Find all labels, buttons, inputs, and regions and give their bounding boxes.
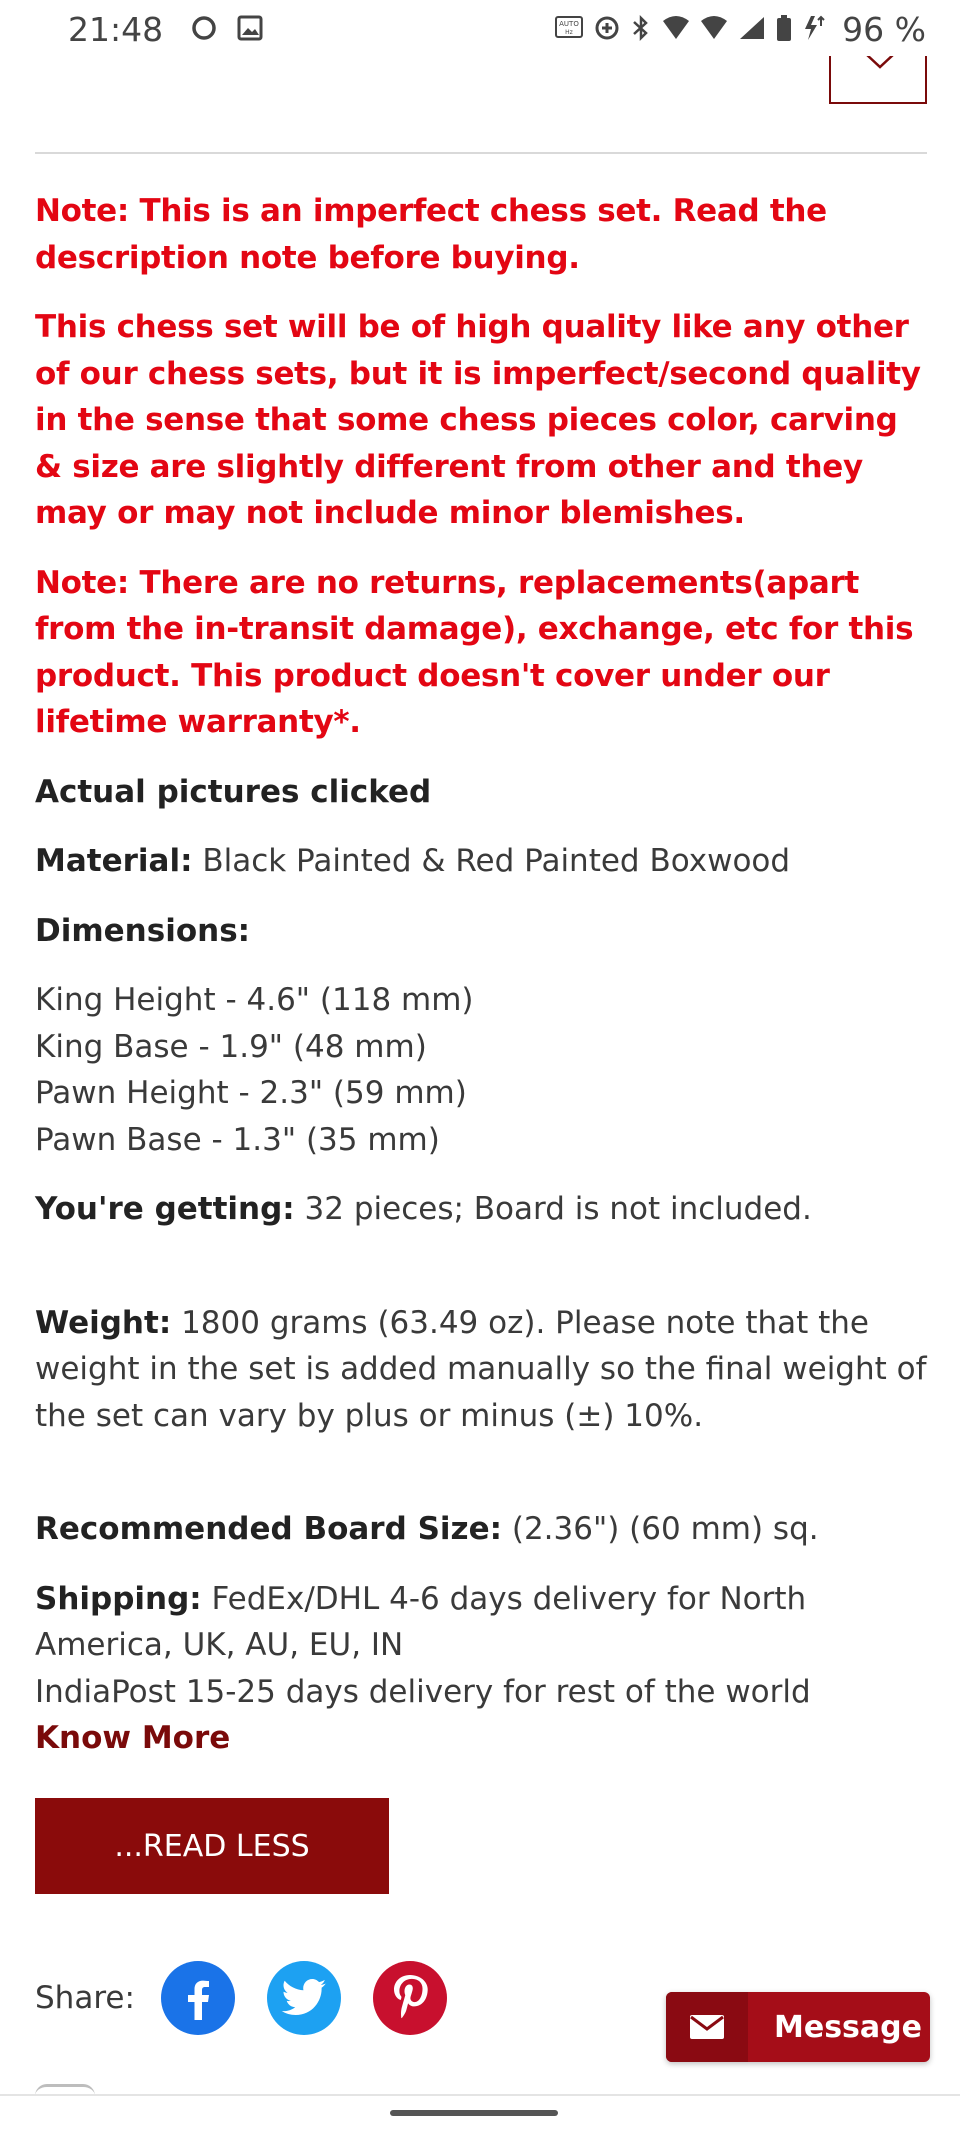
shipping-line-2: IndiaPost 15-25 days delivery for rest of the world (35, 1673, 811, 1710)
twitter-icon (281, 1979, 327, 2017)
product-description (35, 188, 927, 1785)
dimensions-list (35, 977, 927, 1163)
divider (35, 152, 927, 154)
board-size-label: Recommended Board Size: (35, 1511, 502, 1547)
battery-percent: 96 % (842, 10, 926, 49)
dimension-king-height: King Height - 4.6" (118 mm) (35, 982, 474, 1018)
shipping-value: FedEx/DHL 4-6 days delivery for North America, UK, AU, EU, IN (35, 1580, 807, 1663)
weight-value: 1800 grams (63.49 oz). Please note that the weight in the set is added manually so the final weight of the set can vary by plus or minus (±) 10%. (35, 1304, 927, 1434)
material-label: Material: (35, 843, 193, 879)
signal-icon (738, 15, 766, 45)
dimension-king-base: King Base - 1.9" (48 mm) (35, 1028, 427, 1065)
wifi-icon (700, 15, 728, 45)
pinterest-icon (392, 1974, 428, 2022)
getting-line (35, 1186, 927, 1233)
shipping-block (35, 1576, 927, 1762)
material-value: Black Painted & Red Painted Boxwood (192, 843, 791, 879)
returns-note: Note: There are no returns, replacements(apart from the in-transit damage), exchange, etc for this product. This product doesn't cover under our lifetime warranty*. (35, 564, 914, 740)
dimension-pawn-height: Pawn Height - 2.3" (59 mm) (35, 1075, 467, 1111)
getting-value: 32 pieces; Board is not included. (294, 1191, 812, 1227)
wifi-icon (662, 15, 690, 45)
status-bar (0, 0, 960, 56)
actual-pictures-label: Actual pictures clicked (35, 773, 432, 810)
facebook-share-button[interactable] (161, 1961, 235, 2035)
message-label: Message (774, 2009, 922, 2045)
weight-label: Weight: (35, 1304, 172, 1341)
know-more-link[interactable]: Know More (35, 1720, 231, 1756)
sync-icon (190, 14, 218, 46)
material-line (35, 838, 927, 885)
image-icon (236, 14, 264, 46)
shipping-label: Shipping: (35, 1580, 202, 1617)
status-time: 21:48 (68, 10, 164, 49)
svg-text:Hz: Hz (565, 28, 573, 36)
svg-text:AUTO: AUTO (559, 19, 580, 28)
read-less-button[interactable]: ...READ LESS (35, 1798, 389, 1894)
dimensions-label: Dimensions: (35, 912, 251, 949)
message-button[interactable] (666, 1992, 930, 2062)
data-saver-icon (594, 15, 620, 45)
facebook-icon (178, 1976, 218, 2020)
bottom-divider (0, 2094, 960, 2096)
getting-label: You're getting: (35, 1191, 295, 1227)
quality-note: This chess set will be of high quality like any other of our chess sets, but it is imperfect/second quality in the sense that some chess pieces color, carving & size are slightly different from other and they may or may not include minor blemishes. (35, 309, 921, 531)
dimension-pawn-base: Pawn Base - 1.3" (35 mm) (35, 1121, 440, 1158)
auto-hz-icon (554, 14, 584, 46)
board-size-value: (2.36") (60 mm) sq. (502, 1511, 819, 1547)
bluetooth-icon (630, 14, 652, 46)
pinterest-share-button[interactable] (373, 1961, 447, 2035)
charging-icon (802, 14, 826, 46)
home-indicator[interactable] (390, 2110, 558, 2116)
twitter-share-button[interactable] (267, 1961, 341, 2035)
battery-icon (776, 14, 792, 46)
imperfect-note: Note: This is an imperfect chess set. Read the description note before buying. (35, 193, 827, 276)
board-size-line (35, 1506, 927, 1553)
envelope-icon (689, 2014, 725, 2040)
weight-line (35, 1300, 927, 1440)
share-label: Share: (35, 1980, 135, 2016)
share-row (35, 1958, 479, 2038)
